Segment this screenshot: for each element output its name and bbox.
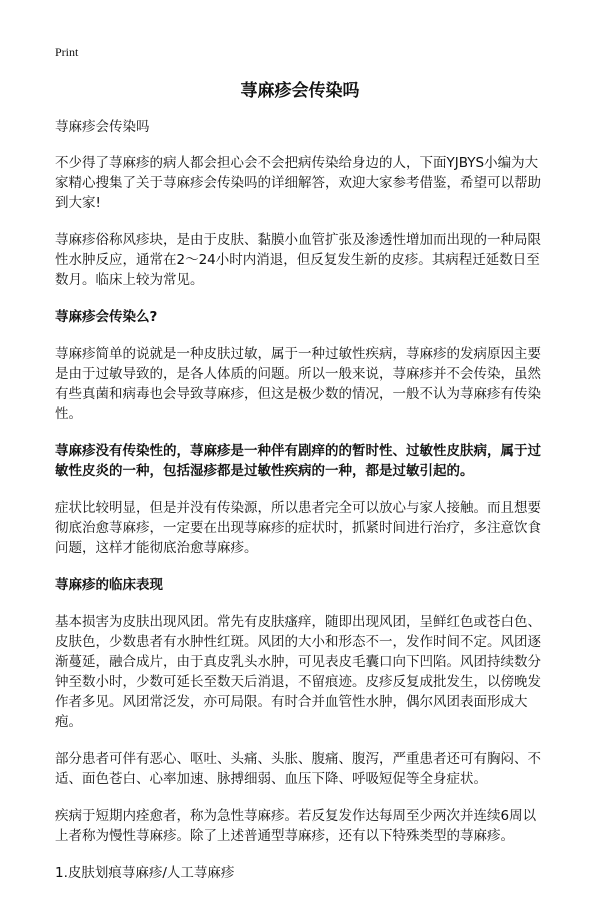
section-heading-contagious: 荨麻疹会传染么?	[55, 309, 158, 325]
page-title: 荨麻疹会传染吗	[240, 81, 360, 101]
treatment-paragraph: 症状比较明显，但是并没有传染源，所以患者完全可以放心与家人接触。而且想要彻底治愈荨麻疹，一定要在出现荨麻疹的症状时，抓紧时间进行治疗，多注意饮食问题，这样才能彻底治愈荨麻疹。	[55, 500, 541, 556]
article-body	[55, 117, 547, 900]
print-link[interactable]: Print	[55, 45, 79, 59]
section-heading-clinical: 荨麻疹的临床表现	[55, 577, 163, 593]
clinical-paragraph-2: 部分患者可伴有恶心、呕吐、头痛、头胀、腹痛、腹泻，严重患者还可有胸闷、不适、面色苍白、心率加速、脉搏细弱、血压下降、呼吸短促等全身症状。	[55, 751, 541, 787]
definition-paragraph: 荨麻疹俗称风疹块，是由于皮肤、黏膜小血管扩张及渗透性增加而出现的一种局限性水肿反应，通常在2～24小时内消退，但反复发生新的皮疹。其病程迁延数日至数月。临床上较为常见。	[55, 232, 541, 288]
clinical-paragraph-3: 疾病于短期内痊愈者，称为急性荨麻疹。若反复发作达每周至少两次并连续6周以上者称为慢性荨麻疹。除了上述普通型荨麻疹，还有以下特殊类型的荨麻疹。	[55, 808, 537, 844]
contagious-paragraph: 荨麻疹简单的说就是一种皮肤过敏，属于一种过敏性疾病，荨麻疹的发病原因主要是由于过敏导致的，是各人体质的问题。所以一般来说，荨麻疹并不会传染，虽然有些真菌和病毒也会导致荨麻疹，但这是极少数的情况，一般不认为荨麻疹有传染性。	[55, 346, 541, 422]
clinical-paragraph-1: 基本损害为皮肤出现风团。常先有皮肤瘙痒，随即出现风团，呈鲜红色或苍白色、皮肤色，少数患者有水肿性红斑。风团的大小和形态不一，发作时间不定。风团逐渐蔓延，融合成片，由于真皮乳头水肿，可见表皮毛囊口向下凹陷。风团持续数分钟至数小时，少数可延长至数天后消退，不留痕迹。皮疹反复成批发生，以傍晚发作者多见。风团常泛发，亦可局限。有时合并血管性水肿，偶尔风团表面形成大疱。	[55, 614, 541, 730]
article-subtitle: 荨麻疹会传染吗	[55, 119, 150, 135]
intro-paragraph: 不少得了荨麻疹的病人都会担心会不会把病传染给身边的人，下面YJBYS小编为大家精心搜集了关于荨麻疹会传染吗的详细解答，欢迎大家参考借鉴，希望可以帮助到大家!	[55, 155, 541, 211]
bold-summary-paragraph: 荨麻疹没有传染性的，荨麻疹是一种伴有剧痒的的暂时性、过敏性皮肤病，属于过敏性皮炎的一种，包括湿疹都是过敏性疾病的一种，都是过敏引起的。	[55, 443, 541, 479]
list-item: 1.皮肤划痕荨麻疹/人工荨麻疹	[55, 865, 235, 881]
